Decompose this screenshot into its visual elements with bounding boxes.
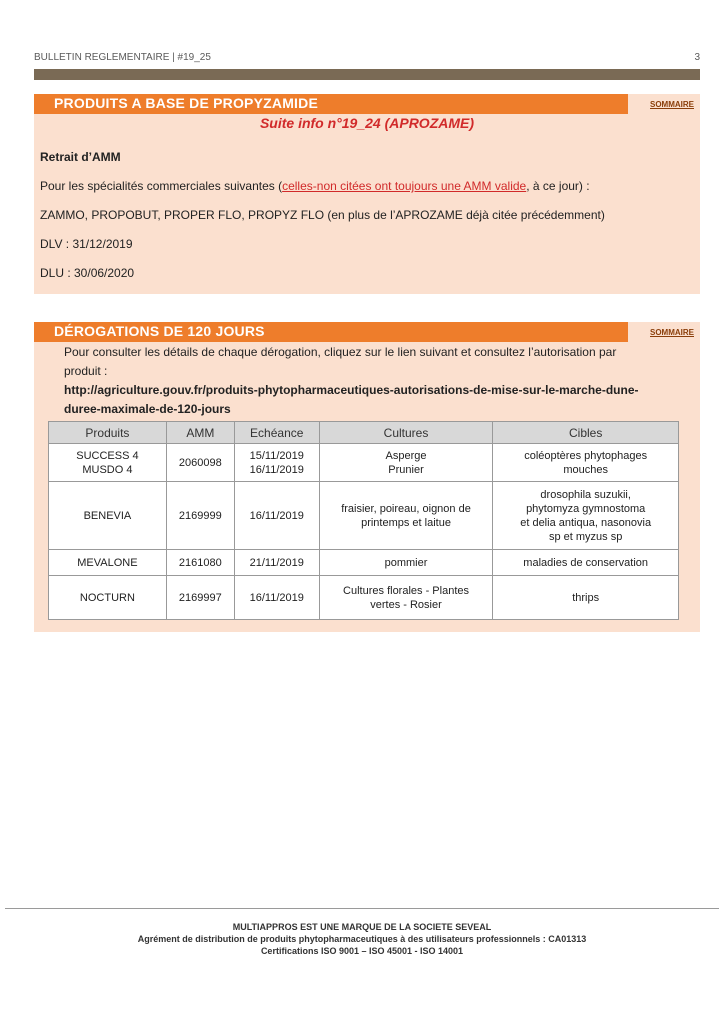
page-number: 3 [694,52,700,63]
table-row [49,482,679,550]
header-cibles: Cibles [493,422,679,444]
sommaire-link[interactable]: SOMMAIRE [628,322,700,342]
cell-cibles: maladies de conservation [493,550,679,576]
agriculture-url-link[interactable]: http://agriculture.gouv.fr/produits-phytopharmaceutiques-autorisations-de-mise-sur-le-marche-dune- duree-maximale-de-120-jours [64,383,639,416]
derogations-table [48,421,679,620]
intro-text: Pour les spécialités commerciales suivantes (celles-non citées ont toujours une AMM valide, à ce jour) : [40,179,590,193]
footer-brand: MULTIAPPROS EST UNE MARQUE DE LA SOCIETE SEVEAL [232,922,492,932]
section-title-bar [34,322,700,342]
table-row [49,550,679,576]
section-title: DÉROGATIONS DE 120 JOURS [54,323,265,339]
cell-cultures: Cultures florales - Plantes vertes - Rosier [319,576,493,620]
bulletin-header: BULLETIN REGLEMENTAIRE | #19_25 [34,52,211,63]
cell-cibles: thrips [493,576,679,620]
withdrawal-heading: Retrait d’AMM [40,150,121,164]
cell-produits: MEVALONE [49,550,167,576]
header-cultures: Cultures [319,422,493,444]
cell-amm: 2169999 [166,482,234,550]
section-title: PRODUITS A BASE DE PROPYZAMIDE [54,95,318,111]
intro-line: Pour consulter les détails de chaque dérogation, cliquez sur le lien suivant et consultez l’autorisation par [64,345,617,359]
cell-amm: 2169997 [166,576,234,620]
cell-echeance: 16/11/2019 [234,576,319,620]
cell-cultures: Asperge Prunier [319,444,493,482]
sommaire-link[interactable]: SOMMAIRE [628,94,700,114]
cell-amm: 2161080 [166,550,234,576]
cell-cultures: fraisier, poireau, oignon de printemps et laitue [319,482,493,550]
cell-cultures: pommier [319,550,493,576]
cell-amm: 2060098 [166,444,234,482]
cell-cibles: coléoptères phytophages mouches [493,444,679,482]
cell-produits: NOCTURN [49,576,167,620]
section-title-bar [34,94,700,114]
header-amm: AMM [166,422,234,444]
dlu-date: DLU : 30/06/2020 [40,266,135,280]
cell-echeance: 15/11/2019 16/11/2019 [234,444,319,482]
header-rule [34,69,700,80]
cell-produits: BENEVIA [49,482,167,550]
table-row [49,444,679,482]
footer-certifications: Certifications ISO 9001 – ISO 45001 - ISO 14001 [260,946,464,956]
intro-line: produit : [64,364,108,378]
header-echeance: Echéance [234,422,319,444]
footer-rule [5,908,719,909]
cell-echeance: 21/11/2019 [234,550,319,576]
propyzamide-section [34,94,700,294]
dlv-date: DLV : 31/12/2019 [40,237,133,251]
section-subtitle: Suite info n°19_24 (APROZAME) [259,115,475,131]
derogations-section [34,322,700,632]
amm-note-link[interactable]: celles-non citées ont toujours une AMM valide [282,179,527,193]
table-header-row [49,422,679,444]
header-produits: Produits [49,422,167,444]
cell-produits: SUCCESS 4 MUSDO 4 [49,444,167,482]
derogation-intro [64,343,688,419]
table-row [49,576,679,620]
cell-echeance: 16/11/2019 [234,482,319,550]
footer-agrement: Agrément de distribution de produits phytopharmaceutiques à des utilisateurs professionnels : CA01313 [137,934,587,944]
cell-cibles: drosophila suzukii, phytomyza gymnostoma et delia antiqua, nasonovia sp et myzus sp [493,482,679,550]
product-list: ZAMMO, PROPOBUT, PROPER FLO, PROPYZ FLO (en plus de l’APROZAME déjà citée précédemment) [40,208,605,222]
